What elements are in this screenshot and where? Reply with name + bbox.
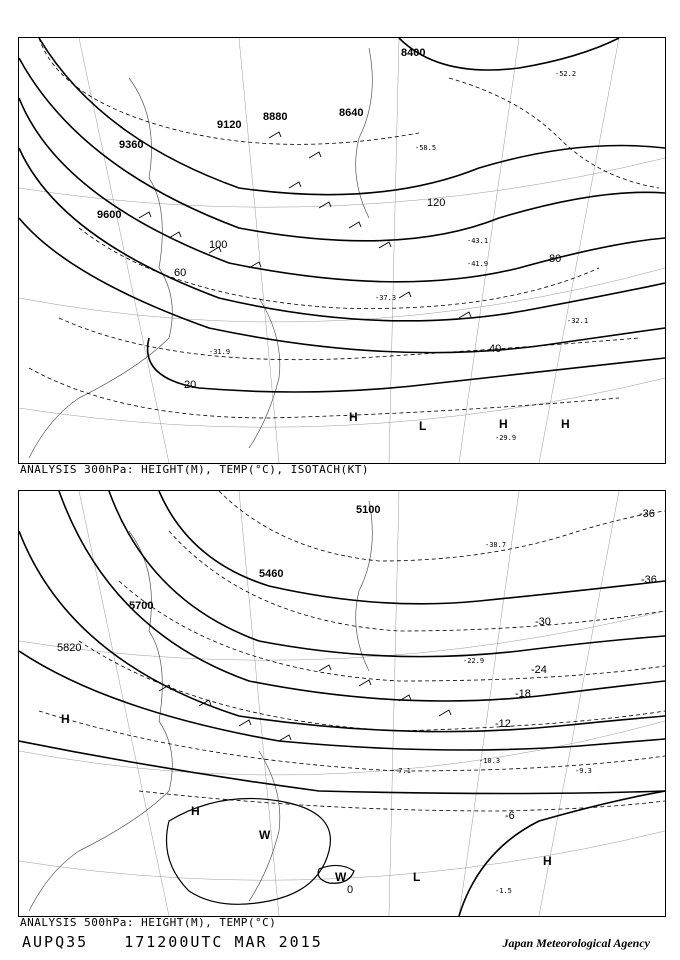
map-panel-500hpa (18, 490, 666, 917)
chart-datetime: 171200UTC MAR 2015 (124, 933, 323, 951)
station-temp: -7.1 (394, 767, 411, 775)
isotach-contours (29, 38, 659, 418)
height-label-5700: 5700 (129, 600, 154, 612)
high-center-h2: H (499, 417, 508, 431)
station-temp: -1.5 (495, 887, 512, 895)
isotach-label-80: 80 (549, 253, 562, 265)
pressure-centers (61, 712, 552, 884)
station-temp: -10.3 (479, 757, 501, 765)
high-center-h2: H (191, 804, 200, 818)
temp-label-0: 0 (347, 884, 354, 896)
height-label-8880: 8880 (263, 111, 288, 123)
isotach-label-120: 120 (427, 197, 446, 209)
temp-label-minus30: -30 (535, 616, 551, 628)
station-temp: -32.1 (567, 317, 589, 325)
height-label-5460: 5460 (259, 568, 284, 580)
station-temp: -38.7 (485, 541, 507, 549)
isotach-label-100: 100 (209, 239, 228, 251)
wind-barbs (139, 132, 471, 318)
station-temp: -31.9 (209, 348, 231, 356)
height-label-8640: 8640 (339, 107, 364, 119)
low-center-l: L (419, 419, 427, 433)
isotach-label-40: 40 (489, 343, 502, 355)
graticule (19, 491, 665, 916)
caption-300hpa: ANALYSIS 300hPa: HEIGHT(M), TEMP(°C), ISOTACH(KT) (20, 463, 370, 476)
station-temp: -43.1 (467, 237, 489, 245)
caption-500hpa: ANALYSIS 500hPa: HEIGHT(M), TEMP(°C) (20, 916, 277, 929)
station-temps (209, 70, 588, 442)
temp-label-minus6: -6 (505, 810, 515, 822)
station-temp: -29.9 (495, 434, 517, 442)
height-label-9360: 9360 (119, 139, 144, 151)
isotach-label-60: 60 (174, 267, 187, 279)
map-300hpa-svg (19, 38, 665, 463)
height-label-5820: 5820 (57, 642, 82, 654)
high-center-h3: H (543, 854, 552, 868)
warm-center-w2: W (335, 870, 347, 884)
isotach-label-20: 20 (184, 379, 197, 391)
agency-name: Japan Meteorological Agency (502, 936, 650, 950)
temp-label-minus36-b: -36 (641, 574, 657, 586)
map-500hpa-svg (19, 491, 665, 916)
station-temps (394, 541, 592, 895)
height-labels (97, 47, 425, 221)
height-label-9600: 9600 (97, 209, 122, 221)
height-label-5100: 5100 (356, 504, 381, 516)
station-temp: -22.9 (463, 657, 485, 665)
station-temp: -58.5 (415, 144, 437, 152)
chart-code: AUPQ35 (22, 933, 89, 951)
station-temp: -9.3 (575, 767, 592, 775)
temp-label-minus24: -24 (531, 664, 547, 676)
station-temp: -37.3 (375, 294, 397, 302)
temp-label-minus12: -12 (495, 718, 511, 730)
high-center-h3: H (561, 417, 570, 431)
map-panel-300hpa (18, 37, 666, 464)
height-label-9120: 9120 (217, 119, 242, 131)
high-center-h1: H (349, 410, 358, 424)
temp-label-minus18: -18 (515, 688, 531, 700)
coastline (29, 48, 372, 458)
high-center-h1: H (61, 712, 70, 726)
warm-center-w1: W (259, 828, 271, 842)
coastline (29, 501, 372, 911)
chart-identifier (22, 933, 323, 951)
temp-label-minus36-a: -36 (639, 508, 655, 520)
temp-labels (347, 508, 657, 896)
station-temp: -41.9 (467, 260, 489, 268)
graticule (19, 38, 665, 463)
height-label-8400: 8400 (401, 47, 426, 59)
height-contours (19, 491, 665, 916)
low-center-l: L (413, 870, 421, 884)
station-temp: -52.2 (555, 70, 577, 78)
